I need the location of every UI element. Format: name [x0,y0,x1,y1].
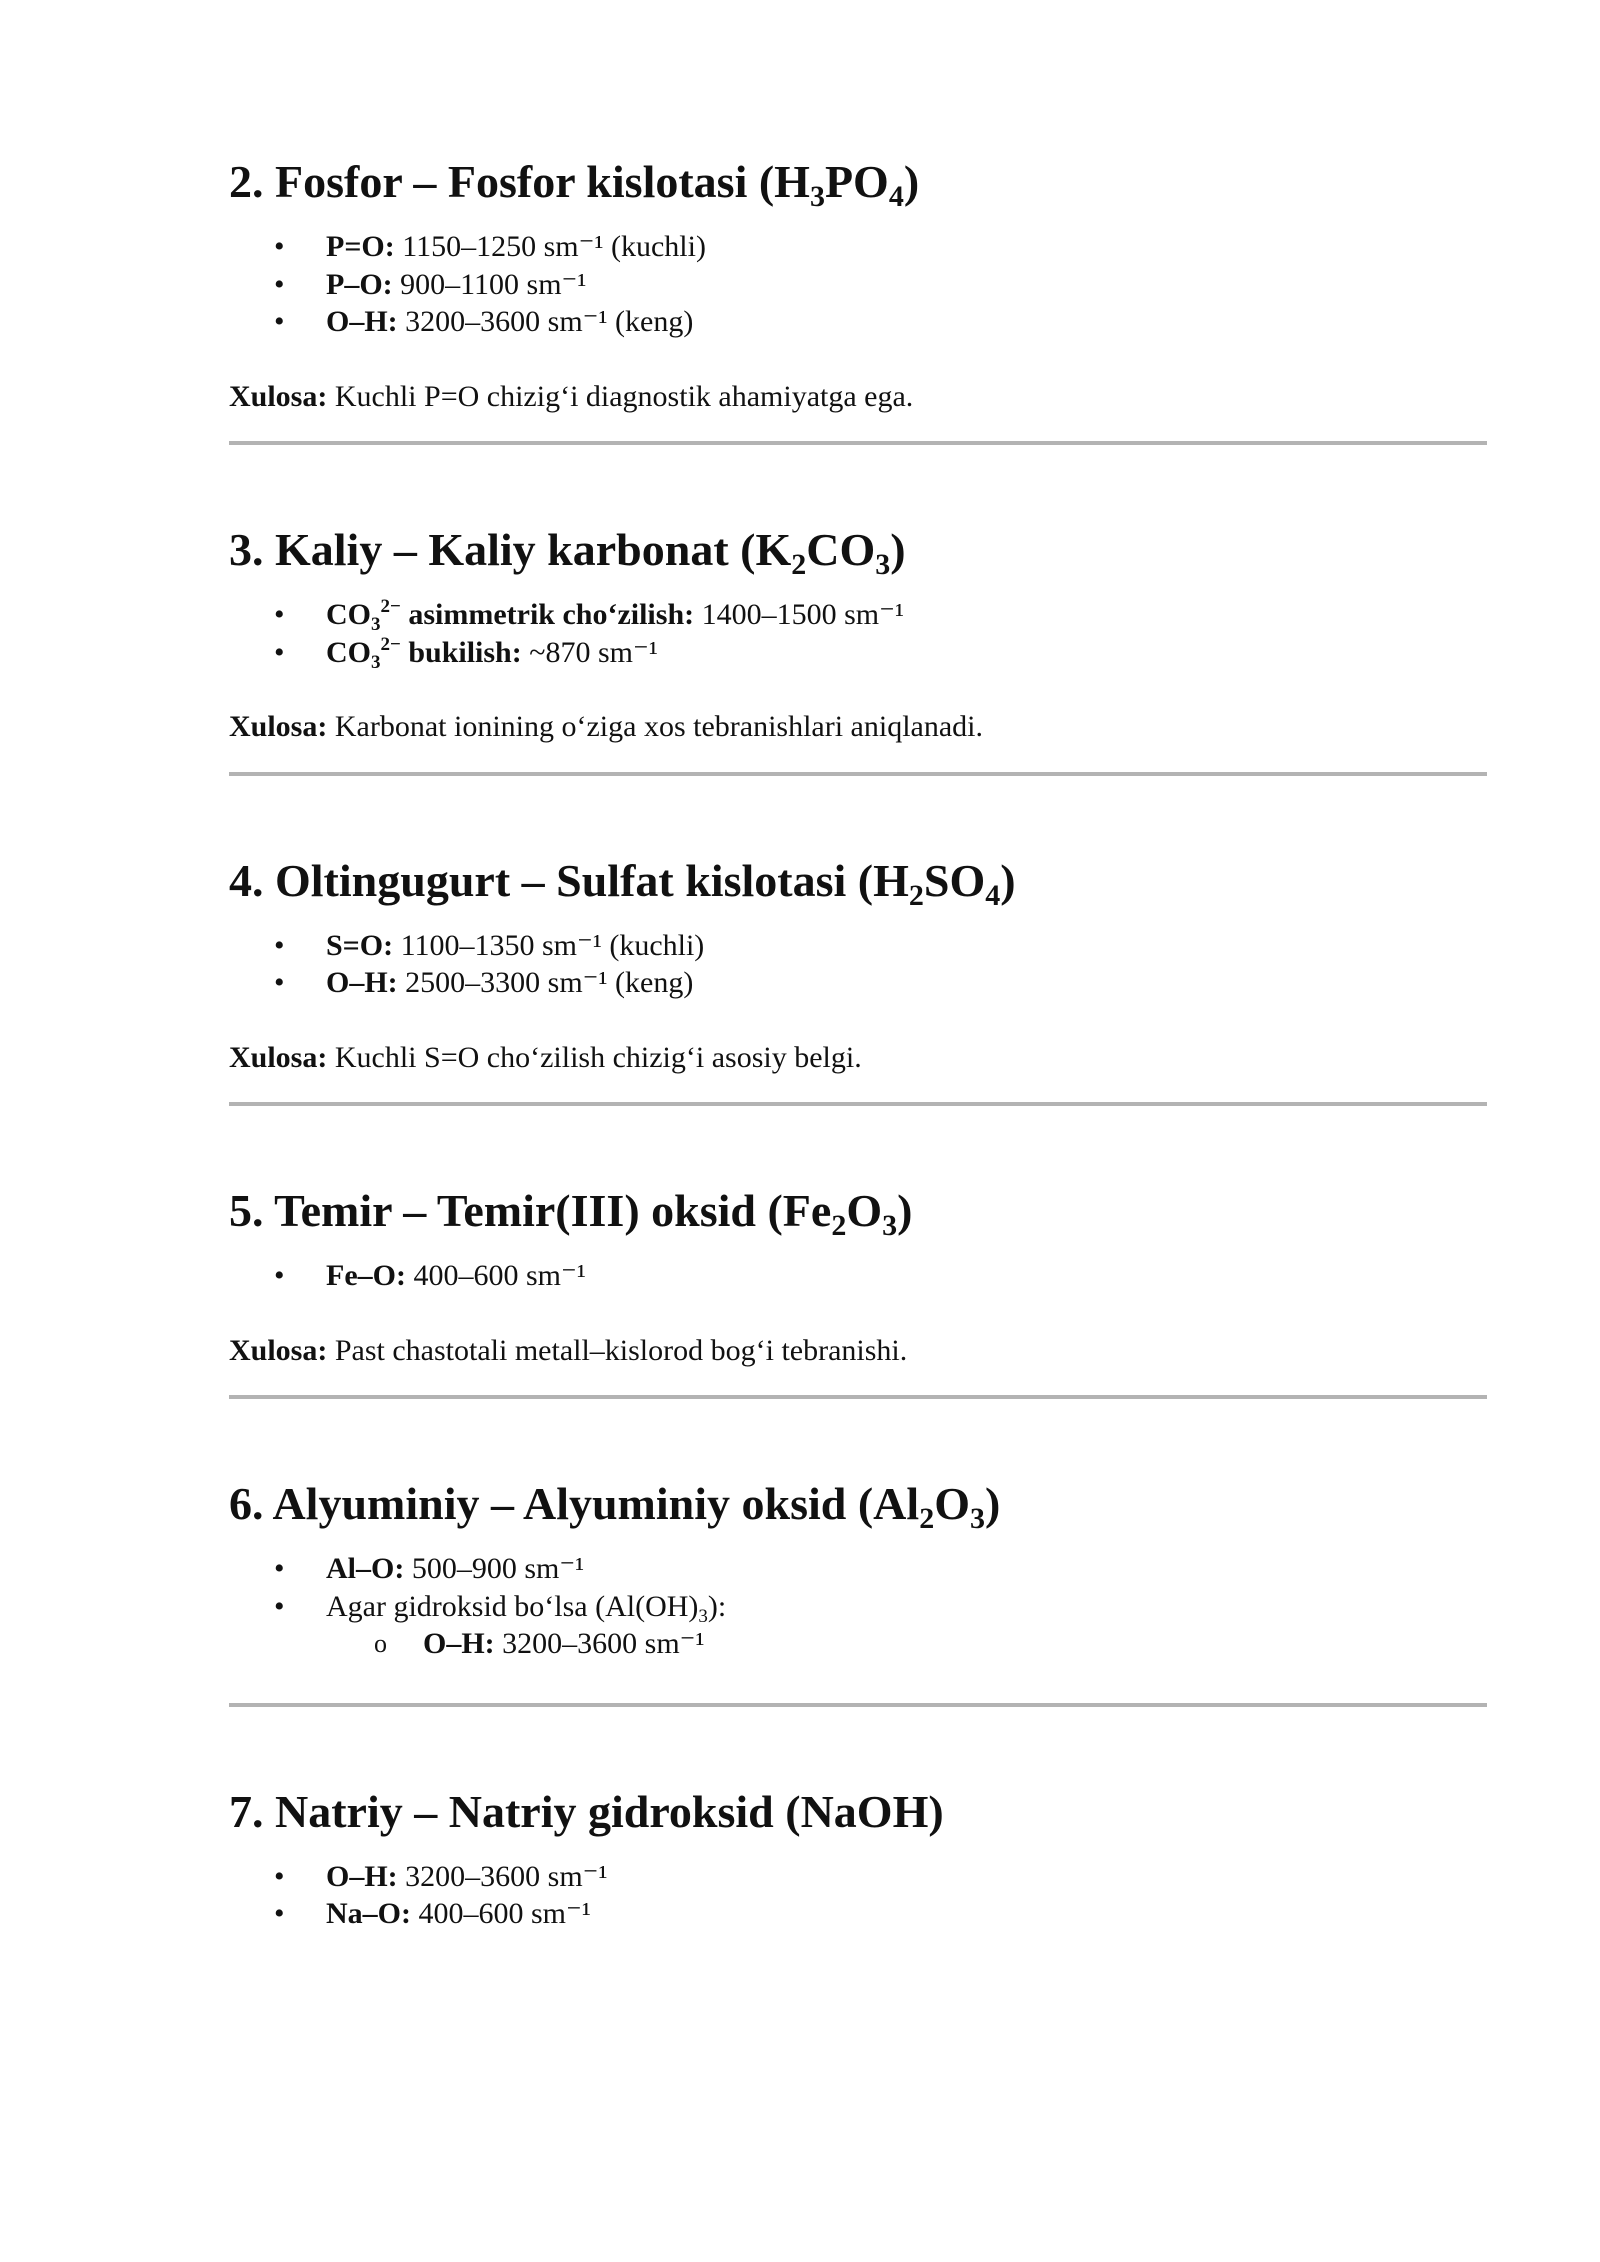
section-heading: 4. Oltingugurt – Sulfat kislotasi $(H_2SO_4)$ [229,854,1016,912]
list-item: • Al–O: 500–900 sm⁻¹ [229,1550,1487,1588]
section-phosphorus [229,150,1487,415]
sub-list [326,1625,1487,1663]
list-item: • Fe–O: 400–600 sm⁻¹ [229,1257,1487,1295]
section-heading: 5. Temir – Temir(III) oksid $(Fe_2O_3)$ [229,1185,913,1242]
list-item: • O–H: 3200–3600 sm⁻¹ [229,1858,1487,1896]
section-sodium [229,1780,1487,1933]
list-item: • O–H: 3200–3600 sm⁻¹ (keng) [229,303,1487,341]
section-heading: 3. Kaliy – Kaliy karbonat $(K_2CO_3)$ [229,524,906,581]
list-item: • Na–O: 400–600 sm⁻¹ [229,1895,1487,1933]
band-list [229,1550,1487,1663]
section-heading: 6. Alyuminiy – Alyuminiy oksid $(Al_2O_3)$ [229,1478,1001,1535]
section-divider [229,441,1487,445]
band-list [229,927,1487,1002]
summary: Xulosa: Kuchli P=O chizig‘i diagnostik ahamiyatga ega. [229,379,914,413]
list-item: • Agar gidroksid bo‘lsa $(Al(OH)_3)$: o O–H: 3200–3600 sm⁻¹ [229,1588,1487,1663]
list-item: • P=O: 1150–1250 sm⁻¹ (kuchli) [229,228,1487,266]
list-item: • $CO_3^{2-}$ asimmetrik cho‘zilish: 1400–1500 sm⁻¹ [229,596,1487,634]
band-list [229,228,1487,341]
section-divider [229,1395,1487,1399]
document-content [229,150,1487,1933]
summary: Xulosa: Kuchli S=O cho‘zilish chizig‘i asosiy belgi. [229,1040,862,1074]
band-list [229,1257,1487,1295]
section-divider [229,1102,1487,1106]
sub-list-item: o O–H: 3200–3600 sm⁻¹ [326,1625,1487,1663]
band-list [229,596,1487,671]
section-sulfur [229,849,1487,1077]
summary: Xulosa: Past chastotali metall–kislorod bog‘i tebranishi. [229,1333,908,1367]
summary: Xulosa: Karbonat ionining o‘ziga xos tebranishlari aniqlanadi. [229,710,984,743]
list-item: • S=O: 1100–1350 sm⁻¹ (kuchli) [229,927,1487,965]
list-item: • $CO_3^{2-}$ bukilish: ~870 sm⁻¹ [229,634,1487,672]
section-iron [229,1179,1487,1369]
list-item: • O–H: 2500–3300 sm⁻¹ (keng) [229,964,1487,1002]
section-heading: 7. Natriy – Natriy gidroksid (NaOH) [229,1785,944,1837]
list-item: • P–O: 900–1100 sm⁻¹ [229,266,1487,304]
section-potassium [229,518,1487,746]
band-list [229,1858,1487,1933]
section-divider [229,772,1487,776]
section-heading: 2. Fosfor – Fosfor kislotasi $(H_3PO_4)$ [229,156,920,213]
section-aluminium [229,1472,1487,1663]
section-divider [229,1703,1487,1707]
